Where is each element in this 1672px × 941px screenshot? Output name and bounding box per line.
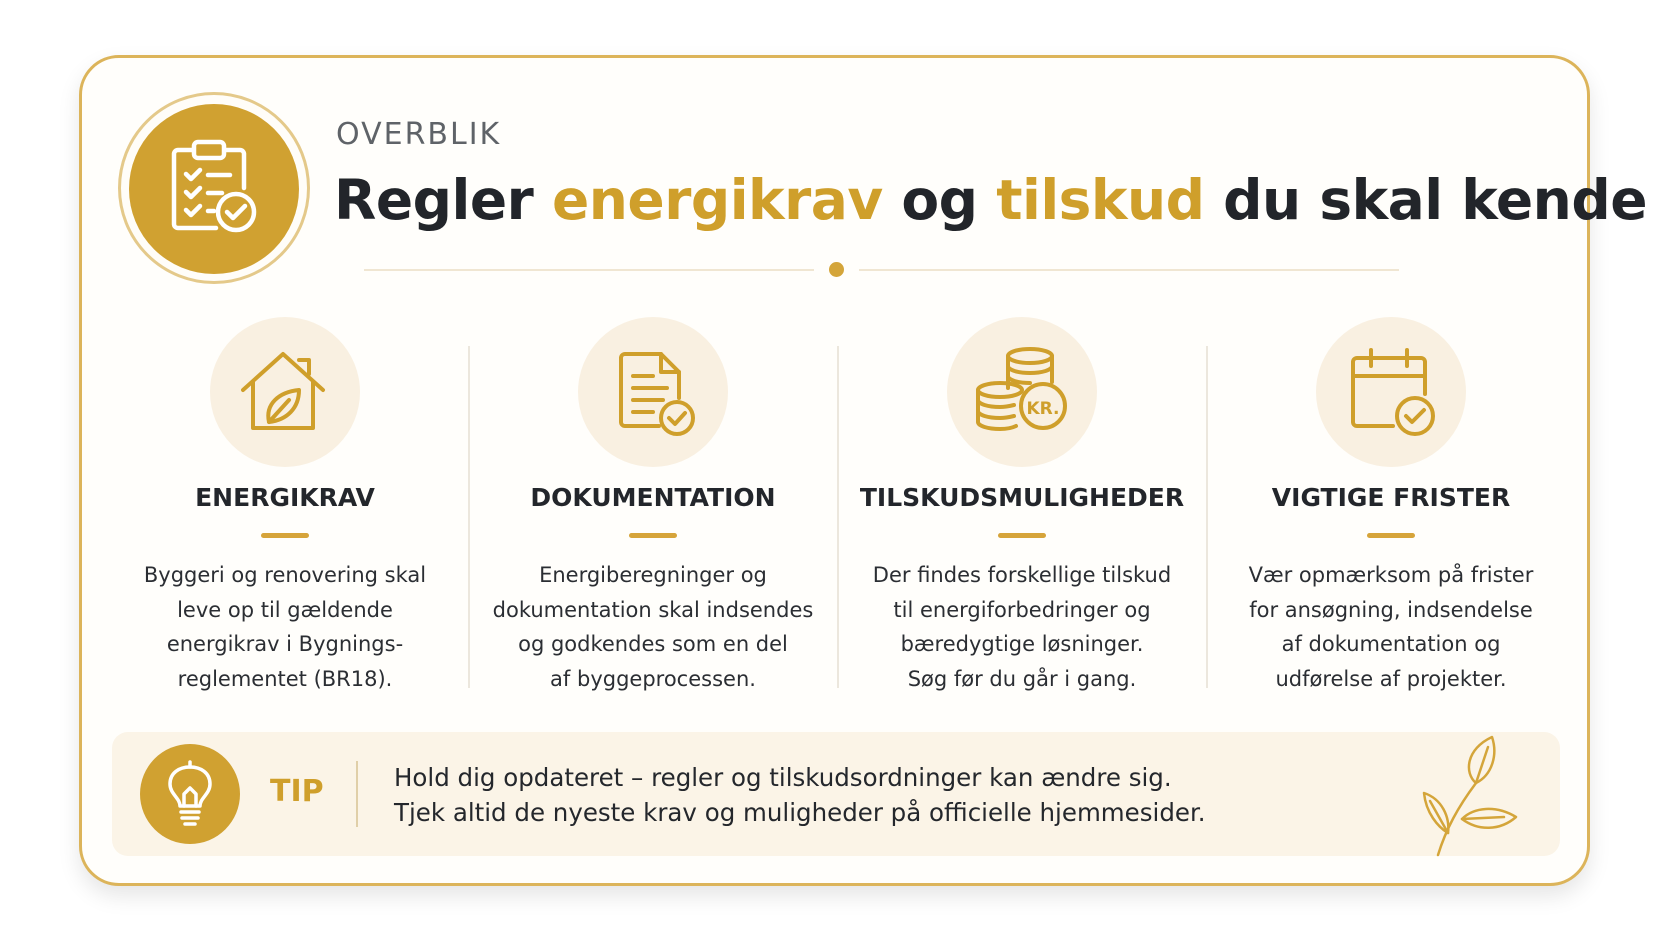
column-body: Der findes forskellige tilskud til energiforbedringer og bæredygtige løsninger. Søg før du går i gang.	[872, 563, 1172, 691]
tip-separator	[356, 761, 358, 827]
column-tilskudsmuligheder	[838, 315, 1206, 695]
column-title-underline	[629, 533, 677, 538]
column-body: Byggeri og renovering skal leve op til gældende energikrav i Bygnings- reglementet (BR18).	[143, 563, 427, 691]
coin-label: KR.	[1026, 399, 1060, 419]
title-divider-left	[364, 269, 814, 271]
tip-line-2: Tjek altid de nyeste krav og muligheder på officielle hjemmesider.	[394, 798, 1206, 827]
document-check-icon	[603, 342, 703, 442]
eyebrow-label: OVERBLIK	[336, 117, 502, 152]
hero-icon-disc	[129, 104, 299, 274]
leaf-sprig-icon	[1418, 733, 1518, 857]
column-icon-circle	[578, 317, 728, 467]
title-highlight-tilskud: tilskud	[996, 168, 1205, 232]
calendar-check-icon	[1341, 342, 1441, 442]
column-title: ENERGIKRAV	[195, 483, 375, 512]
house-leaf-icon	[235, 342, 335, 442]
tip-line-1: Hold dig opdateret – regler og tilskudsordninger kan ændre sig.	[394, 763, 1172, 792]
column-title: VIGTIGE FRISTER	[1271, 483, 1511, 512]
column-title-underline	[261, 533, 309, 538]
coins-kr-icon	[972, 342, 1072, 442]
column-energikrav	[101, 315, 469, 695]
title-part-1: Regler	[334, 168, 552, 232]
column-title: TILSKUDSMULIGHEDER	[859, 483, 1185, 512]
column-body: Vær opmærksom på frister for ansøgning, indsendelse af dokumentation og udførelse af projekter.	[1248, 563, 1534, 691]
tip-text	[394, 760, 1394, 830]
column-title: DOKUMENTATION	[530, 483, 776, 512]
column-dokumentation	[469, 315, 837, 695]
title-part-3: du skal kende	[1204, 168, 1648, 232]
lightbulb-icon	[162, 760, 218, 828]
column-vigtige-frister	[1207, 315, 1575, 695]
page-title	[334, 164, 1647, 236]
clipboard-checklist-icon	[164, 136, 264, 236]
tip-icon-disc	[140, 744, 240, 844]
column-title-underline	[1367, 533, 1415, 538]
column-icon-circle	[1316, 317, 1466, 467]
column-body: Energiberegninger og dokumentation skal indsendes og godkendes som en del af byggeprocessen.	[492, 563, 814, 691]
title-divider-right	[859, 269, 1399, 271]
title-divider-dot	[829, 262, 844, 277]
tip-label: TIP	[270, 774, 324, 809]
column-icon-circle	[947, 317, 1097, 467]
title-highlight-energikrav: energikrav	[551, 168, 883, 232]
column-icon-circle	[210, 317, 360, 467]
column-title-underline	[998, 533, 1046, 538]
title-part-2: og	[882, 168, 997, 232]
